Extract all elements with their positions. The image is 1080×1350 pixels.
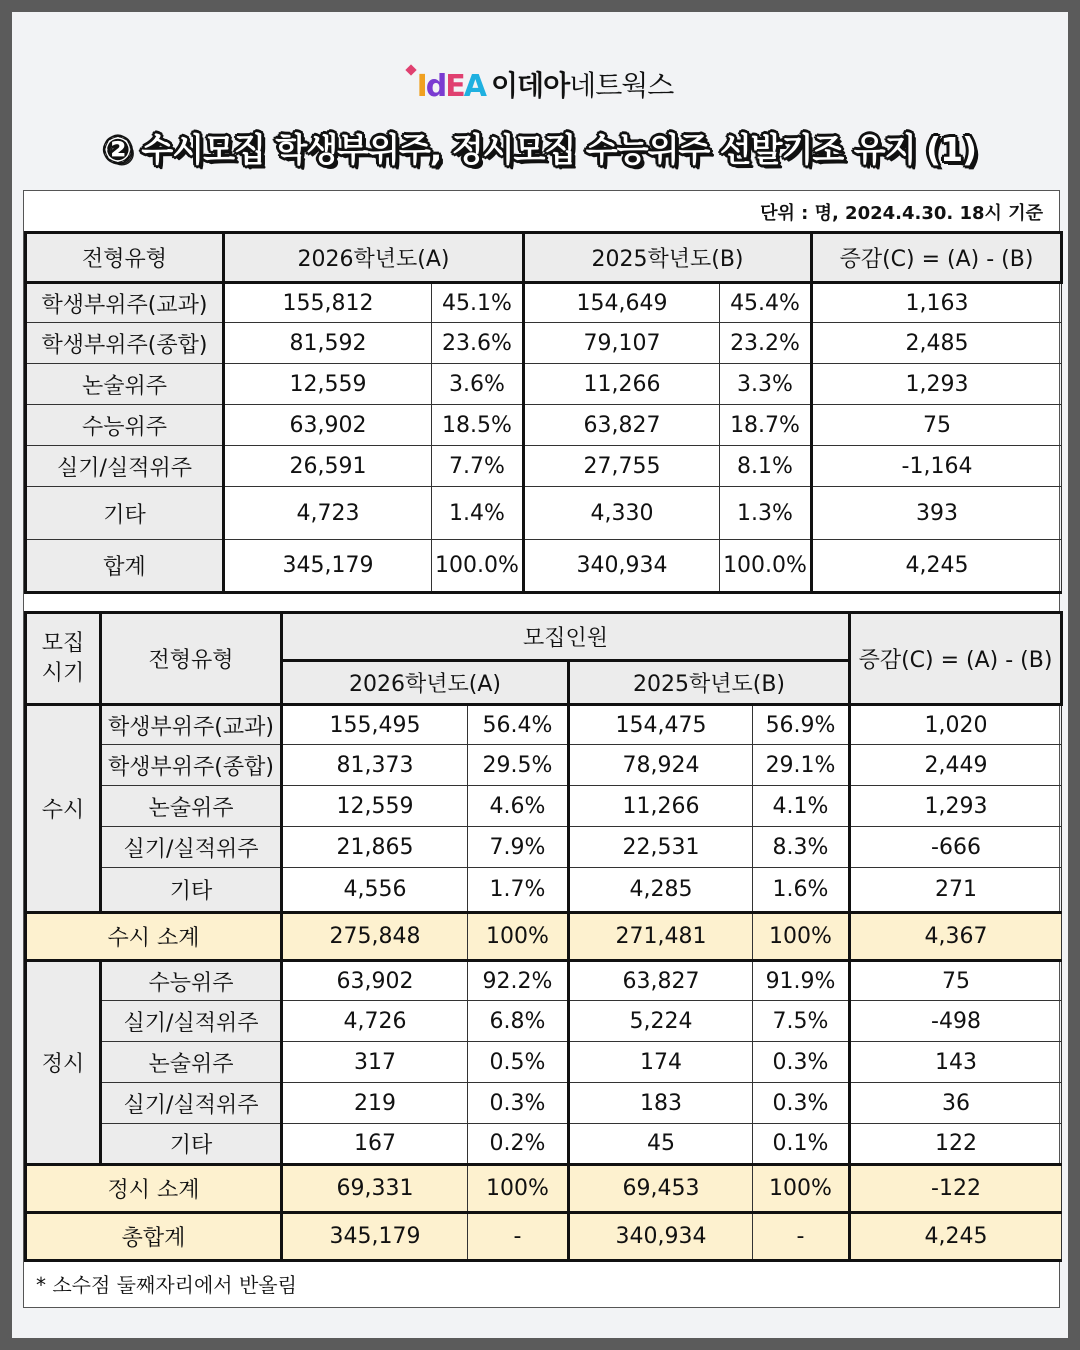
summary-table xyxy=(24,231,1063,594)
row-label: 수능위주 xyxy=(26,405,224,446)
table-cell: 7.7% xyxy=(432,446,524,487)
table-cell: 18.7% xyxy=(720,405,812,446)
table-cell: 122 xyxy=(850,1124,1062,1165)
table-cell: 174 xyxy=(569,1042,753,1083)
table-cell: 21,865 xyxy=(282,827,468,868)
table-row xyxy=(26,405,1062,446)
table-cell: 0.3% xyxy=(753,1042,850,1083)
table-cell: 154,649 xyxy=(524,283,720,323)
table-cell: 4,285 xyxy=(569,868,753,913)
period-label: 정시 xyxy=(26,961,101,1165)
table-row xyxy=(26,1042,1062,1083)
row-label: 기타 xyxy=(26,487,224,540)
table-cell: 75 xyxy=(812,405,1062,446)
subtotal-cell: - xyxy=(753,1213,850,1261)
row-label: 논술위주 xyxy=(26,364,224,405)
table-cell: 271 xyxy=(850,868,1062,913)
jeongsi-subtotal-row xyxy=(26,1165,1062,1213)
table-row xyxy=(26,1083,1062,1124)
detail-header-row xyxy=(26,613,1062,661)
summary-header-row xyxy=(26,233,1062,283)
table-cell: 2,449 xyxy=(850,745,1062,786)
table-cell: 1.4% xyxy=(432,487,524,540)
grand-total-row xyxy=(26,1213,1062,1261)
table-cell: 393 xyxy=(812,487,1062,540)
infographic-card xyxy=(12,12,1068,1338)
row-label: 기타 xyxy=(101,1124,282,1165)
table-cell: 63,827 xyxy=(569,961,753,1001)
subtotal-cell: 69,331 xyxy=(282,1165,468,1213)
table-cell: 11,266 xyxy=(569,786,753,827)
table-cell: 5,224 xyxy=(569,1001,753,1042)
table-cell: 2,485 xyxy=(812,323,1062,364)
brand-name-light: 네트웍스 xyxy=(569,69,674,102)
table-cell: 1.3% xyxy=(720,487,812,540)
table-cell: 1.7% xyxy=(468,868,569,913)
header-2026: 2026학년도(A) xyxy=(224,233,524,283)
table-cell: 26,591 xyxy=(224,446,432,487)
table-cell: 45.1% xyxy=(432,283,524,323)
table-cell: 92.2% xyxy=(468,961,569,1001)
table-cell: -498 xyxy=(850,1001,1062,1042)
table-cell: 340,934 xyxy=(524,540,720,593)
table-row xyxy=(26,961,1062,1001)
table-cell: -666 xyxy=(850,827,1062,868)
table-cell: 4,726 xyxy=(282,1001,468,1042)
subtotal-cell: 345,179 xyxy=(282,1213,468,1261)
table-cell: 4,556 xyxy=(282,868,468,913)
subtotal-cell: 4,245 xyxy=(850,1213,1062,1261)
table-cell: 1,020 xyxy=(850,705,1062,745)
table-cell: 345,179 xyxy=(224,540,432,593)
row-label: 논술위주 xyxy=(101,1042,282,1083)
table-cell: 4,330 xyxy=(524,487,720,540)
row-label: 논술위주 xyxy=(101,786,282,827)
subtotal-cell: 4,367 xyxy=(850,913,1062,961)
table-cell: 63,902 xyxy=(282,961,468,1001)
susi-subtotal-row xyxy=(26,913,1062,961)
table-cell: 23.2% xyxy=(720,323,812,364)
table-row xyxy=(26,323,1062,364)
table-cell: 63,827 xyxy=(524,405,720,446)
subtotal-cell: - xyxy=(468,1213,569,1261)
brand-name-bold: 이데아 xyxy=(491,69,570,102)
brand-logo xyxy=(12,62,1068,106)
row-label: 학생부위주(종합) xyxy=(26,323,224,364)
table-cell: 0.3% xyxy=(468,1083,569,1124)
table-cell: 81,592 xyxy=(224,323,432,364)
table-cell: 22,531 xyxy=(569,827,753,868)
table-cell: 75 xyxy=(850,961,1062,1001)
table-cell: 12,559 xyxy=(224,364,432,405)
table-cell: 3.6% xyxy=(432,364,524,405)
table-cell: 45.4% xyxy=(720,283,812,323)
table-row xyxy=(26,364,1062,405)
header-type: 전형유형 xyxy=(101,613,282,705)
table-cell: 317 xyxy=(282,1042,468,1083)
table-cell: 1,163 xyxy=(812,283,1062,323)
table-cell: 1,293 xyxy=(850,786,1062,827)
logo-star-icon xyxy=(405,64,416,75)
row-label: 학생부위주(교과) xyxy=(26,283,224,323)
row-label: 학생부위주(종합) xyxy=(101,745,282,786)
row-label: 실기/실적위주 xyxy=(101,1083,282,1124)
row-label: 학생부위주(교과) xyxy=(101,705,282,745)
table-cell: 56.9% xyxy=(753,705,850,745)
subtotal-cell: 275,848 xyxy=(282,913,468,961)
table-cell: -1,164 xyxy=(812,446,1062,487)
table-cell: 219 xyxy=(282,1083,468,1124)
row-label: 실기/실적위주 xyxy=(101,827,282,868)
table-row xyxy=(26,283,1062,323)
row-label: 기타 xyxy=(101,868,282,913)
table-cell: 29.1% xyxy=(753,745,850,786)
table-cell: 100.0% xyxy=(720,540,812,593)
table-cell: 0.2% xyxy=(468,1124,569,1165)
table-cell: 0.5% xyxy=(468,1042,569,1083)
brand-name xyxy=(491,64,673,104)
subtotal-cell: 100% xyxy=(468,913,569,961)
period-label: 수시 xyxy=(26,705,101,913)
table-cell: 18.5% xyxy=(432,405,524,446)
table-cell: 63,902 xyxy=(224,405,432,446)
table-cell: 27,755 xyxy=(524,446,720,487)
table-cell: 79,107 xyxy=(524,323,720,364)
subtotal-label: 총합계 xyxy=(26,1213,282,1261)
header-diff: 증감(C) = (A) - (B) xyxy=(850,613,1062,705)
table-cell: 29.5% xyxy=(468,745,569,786)
table-cell: 4.6% xyxy=(468,786,569,827)
unit-note: 단위 : 명, 2024.4.30. 18시 기준 xyxy=(760,203,1043,224)
table-row xyxy=(26,446,1062,487)
table-row xyxy=(26,745,1062,786)
table-cell: 4,723 xyxy=(224,487,432,540)
subtotal-cell: 100% xyxy=(468,1165,569,1213)
table-cell: 36 xyxy=(850,1083,1062,1124)
table-row xyxy=(26,487,1062,540)
row-label: 실기/실적위주 xyxy=(101,1001,282,1042)
logo-mark: I d E A xyxy=(416,69,485,104)
table-cell: 3.3% xyxy=(720,364,812,405)
table-cell: 167 xyxy=(282,1124,468,1165)
table-cell: 100.0% xyxy=(432,540,524,593)
table-row xyxy=(26,827,1062,868)
table-row xyxy=(26,868,1062,913)
table-cell: 4.1% xyxy=(753,786,850,827)
header-type: 전형유형 xyxy=(26,233,224,283)
table-cell: 183 xyxy=(569,1083,753,1124)
header-2025: 2025학년도(B) xyxy=(524,233,812,283)
table-row xyxy=(26,786,1062,827)
subtotal-cell: 271,481 xyxy=(569,913,753,961)
table-cell: 7.9% xyxy=(468,827,569,868)
table-cell: 8.3% xyxy=(753,827,850,868)
row-label: 합계 xyxy=(26,540,224,593)
table-cell: 56.4% xyxy=(468,705,569,745)
table-row xyxy=(26,1001,1062,1042)
subtotal-cell: 69,453 xyxy=(569,1165,753,1213)
table-cell: 12,559 xyxy=(282,786,468,827)
table-cell: 6.8% xyxy=(468,1001,569,1042)
row-label: 실기/실적위주 xyxy=(26,446,224,487)
subtotal-cell: -122 xyxy=(850,1165,1062,1213)
subtotal-label: 수시 소계 xyxy=(26,913,282,961)
table-cell: 78,924 xyxy=(569,745,753,786)
table-row xyxy=(26,540,1062,593)
table-cell: 91.9% xyxy=(753,961,850,1001)
table-row xyxy=(26,705,1062,745)
header-2026: 2026학년도(A) xyxy=(282,661,569,705)
table-cell: 8.1% xyxy=(720,446,812,487)
header-recruit: 모집인원 xyxy=(282,613,850,661)
table-cell: 1,293 xyxy=(812,364,1062,405)
subtotal-cell: 100% xyxy=(753,913,850,961)
table-cell: 45 xyxy=(569,1124,753,1165)
table-cell: 11,266 xyxy=(524,364,720,405)
header-period: 모집 시기 xyxy=(26,613,101,705)
detail-table xyxy=(24,611,1063,1262)
table-cell: 0.1% xyxy=(753,1124,850,1165)
table-row xyxy=(26,1124,1062,1165)
row-label: 수능위주 xyxy=(101,961,282,1001)
header-2025: 2025학년도(B) xyxy=(569,661,850,705)
table-cell: 0.3% xyxy=(753,1083,850,1124)
table-cell: 155,495 xyxy=(282,705,468,745)
table-cell: 154,475 xyxy=(569,705,753,745)
subtotal-cell: 340,934 xyxy=(569,1213,753,1261)
subtotal-cell: 100% xyxy=(753,1165,850,1213)
header-diff: 증감(C) = (A) - (B) xyxy=(812,233,1062,283)
table-cell: 143 xyxy=(850,1042,1062,1083)
table-cell: 81,373 xyxy=(282,745,468,786)
table-cell: 4,245 xyxy=(812,540,1062,593)
subtotal-label: 정시 소계 xyxy=(26,1165,282,1213)
footnote: * 소수점 둘째자리에서 반올림 xyxy=(36,1273,297,1297)
table-cell: 23.6% xyxy=(432,323,524,364)
table-cell: 7.5% xyxy=(753,1001,850,1042)
page-headline: ② 수시모집 학생부위주, 정시모집 수능위주 선발기조 유지 (1) xyxy=(103,130,977,169)
table-cell: 1.6% xyxy=(753,868,850,913)
table-cell: 155,812 xyxy=(224,283,432,323)
content-panel xyxy=(23,190,1060,1308)
